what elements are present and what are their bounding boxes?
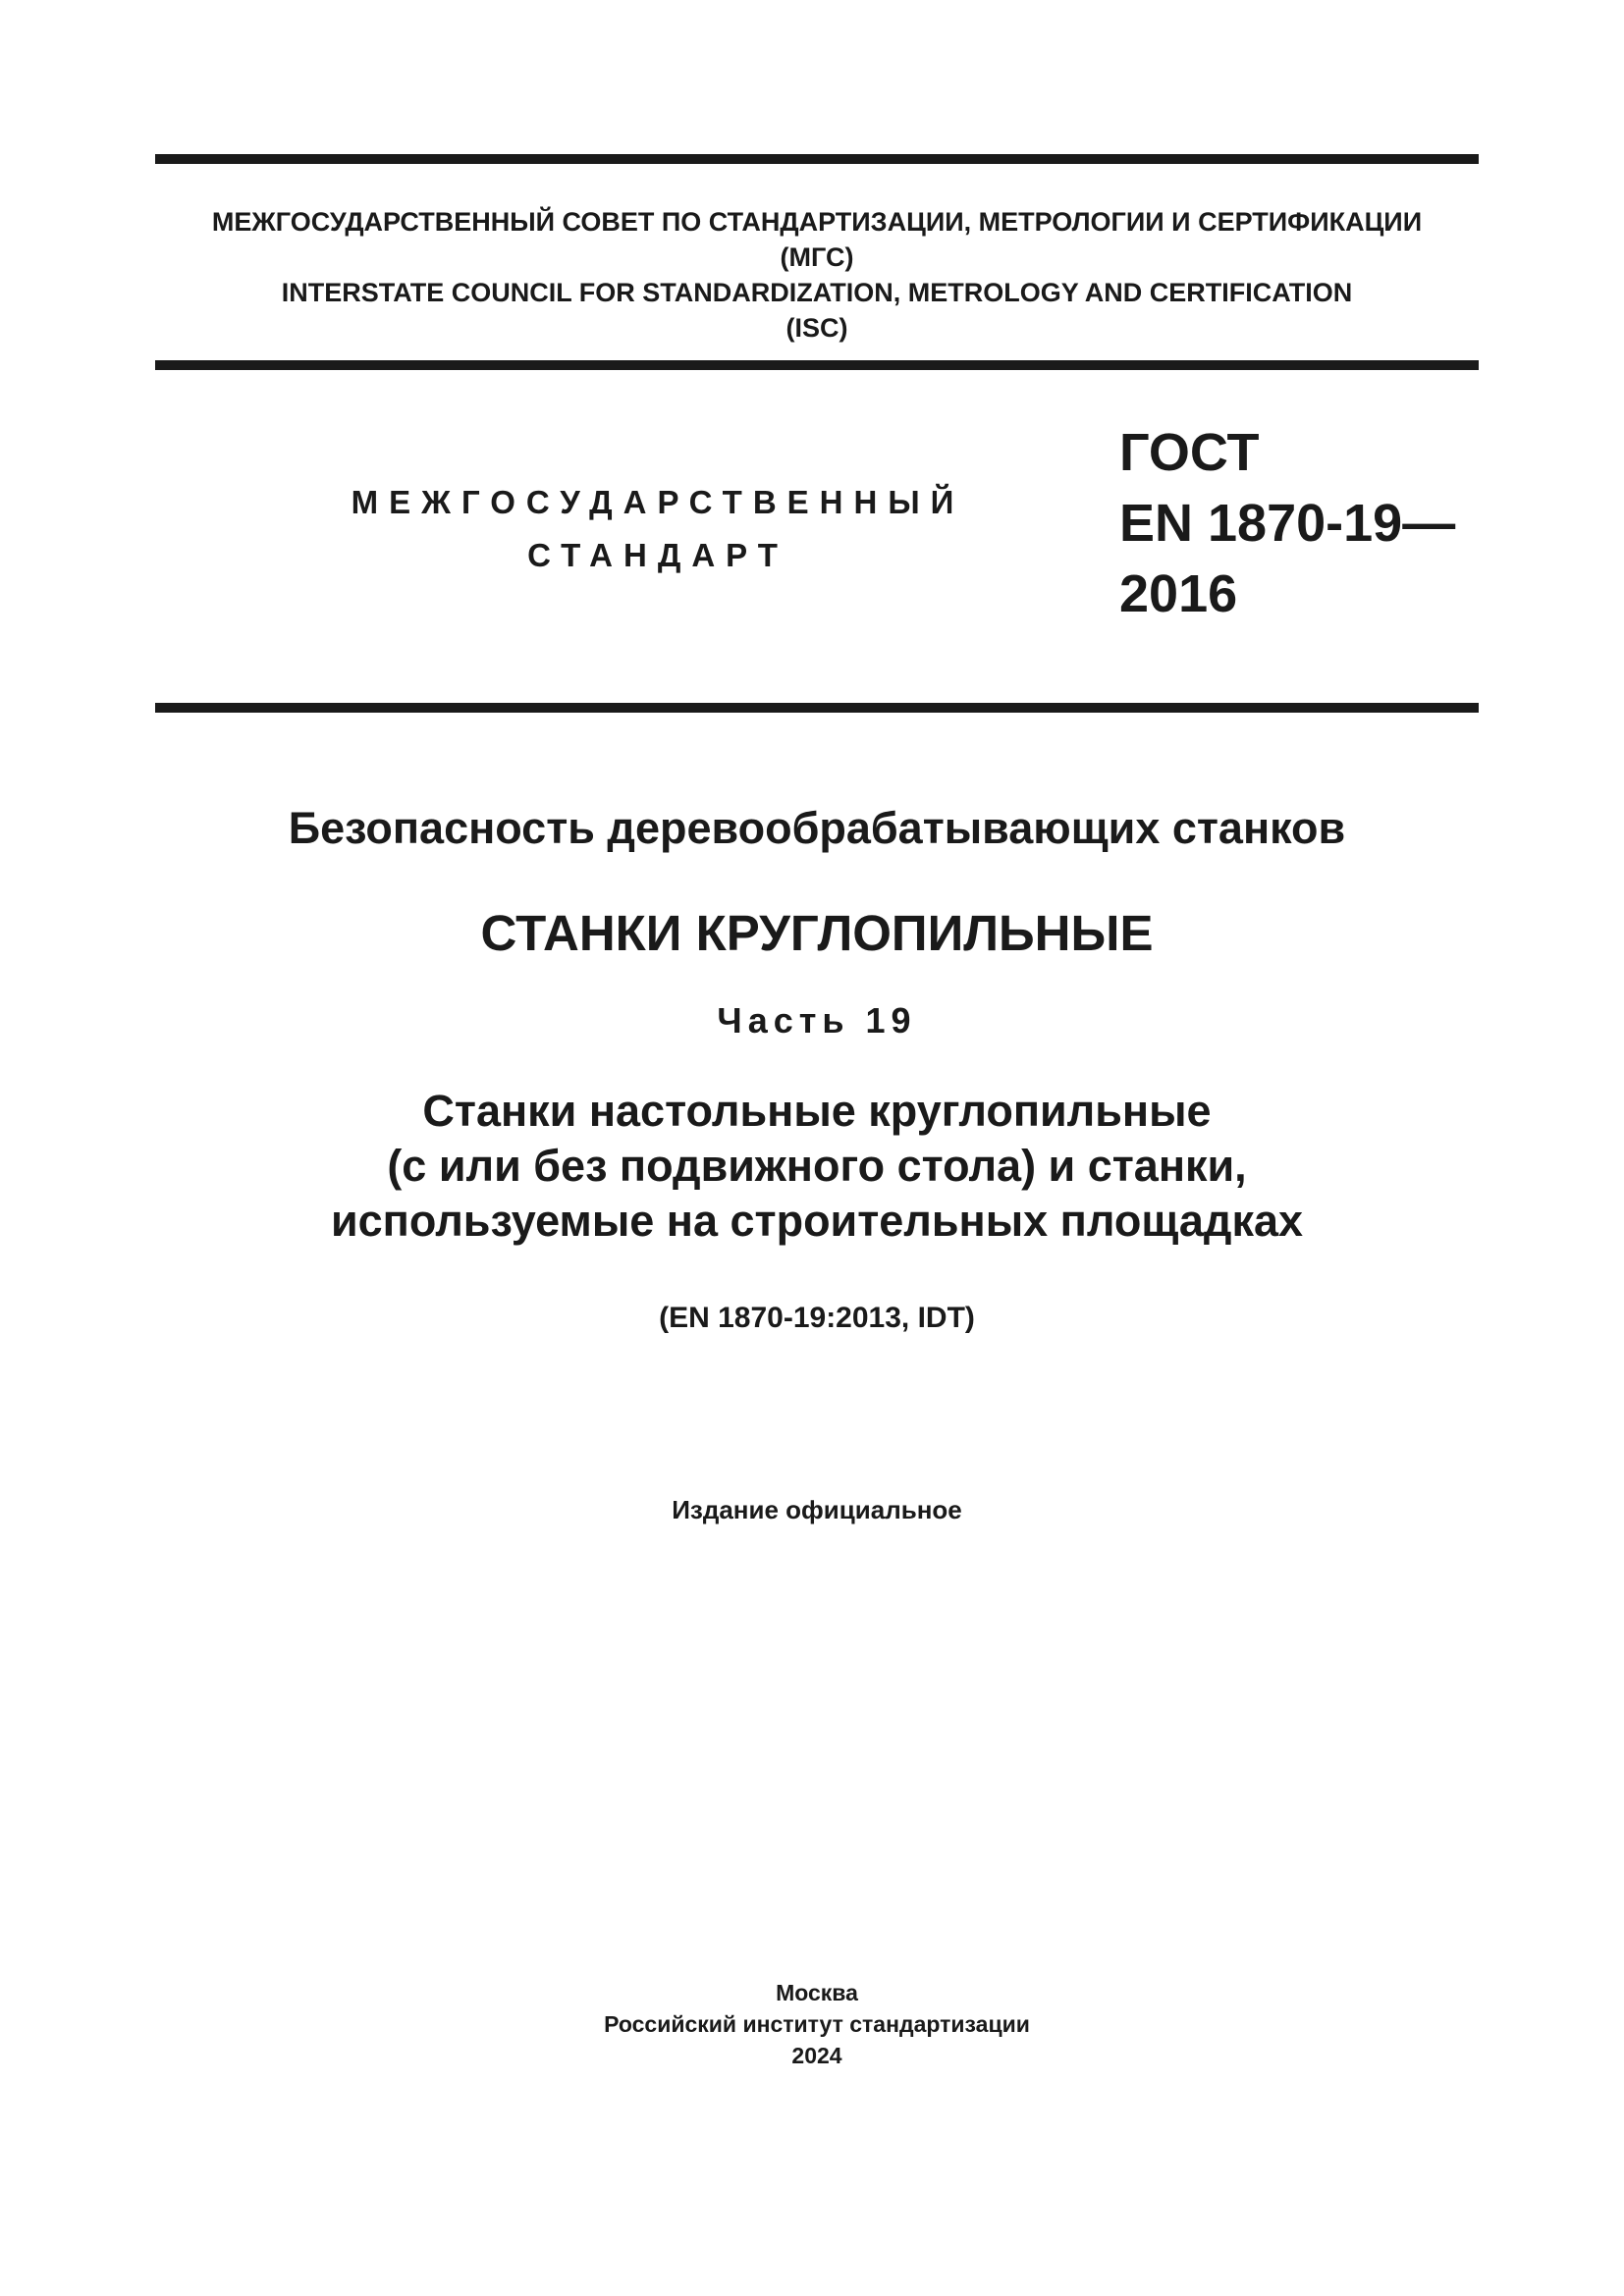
edition-note: Издание официальное <box>672 1495 962 1524</box>
subtitle <box>155 1084 1479 1249</box>
council-abbr-ru: (МГС) <box>780 242 854 272</box>
standard-code-line3: 2016 <box>1119 564 1238 623</box>
standard-kind-line2: СТАНДАРТ <box>527 537 788 573</box>
subtitle-line3: используемые на строительных площадках <box>330 1196 1304 1246</box>
publisher-name: Российский институт стандартизации <box>604 2011 1030 2037</box>
standard-kind <box>324 476 992 582</box>
middle-rule <box>155 360 1479 370</box>
general-title: Безопасность деревообрабатывающих станков <box>288 803 1346 853</box>
standard-code-line2: EN 1870-19— <box>1119 494 1456 553</box>
part-number: Часть 19 <box>717 1000 917 1041</box>
main-title: СТАНКИ КРУГЛОПИЛЬНЫЕ <box>480 905 1154 961</box>
standard-kind-line1: МЕЖГОСУДАРСТВЕННЫЙ <box>351 484 965 520</box>
council-abbr-en: (ISC) <box>785 313 848 343</box>
bottom-rule <box>155 703 1479 713</box>
council-header <box>155 204 1479 346</box>
publisher-block <box>155 1977 1479 2071</box>
publisher-city: Москва <box>776 1980 858 2005</box>
council-name-ru: МЕЖГОСУДАРСТВЕННЫЙ СОВЕТ ПО СТАНДАРТИЗАЦИИ, МЕТРОЛОГИИ И СЕРТИФИКАЦИИ <box>211 207 1423 237</box>
top-rule <box>155 154 1479 164</box>
standard-code <box>1119 417 1455 629</box>
subtitle-line1: Станки настольные круглопильные <box>422 1086 1212 1136</box>
council-name-en: INTERSTATE COUNCIL FOR STANDARDIZATION, METROLOGY AND CERTIFICATION <box>281 278 1353 307</box>
publisher-year: 2024 <box>791 2043 842 2068</box>
subtitle-line2: (с или без подвижного стола) и станки, <box>387 1141 1247 1191</box>
standard-code-line1: ГОСТ <box>1119 423 1260 482</box>
reference-standard: (EN 1870-19:2013, IDT) <box>659 1302 975 1334</box>
